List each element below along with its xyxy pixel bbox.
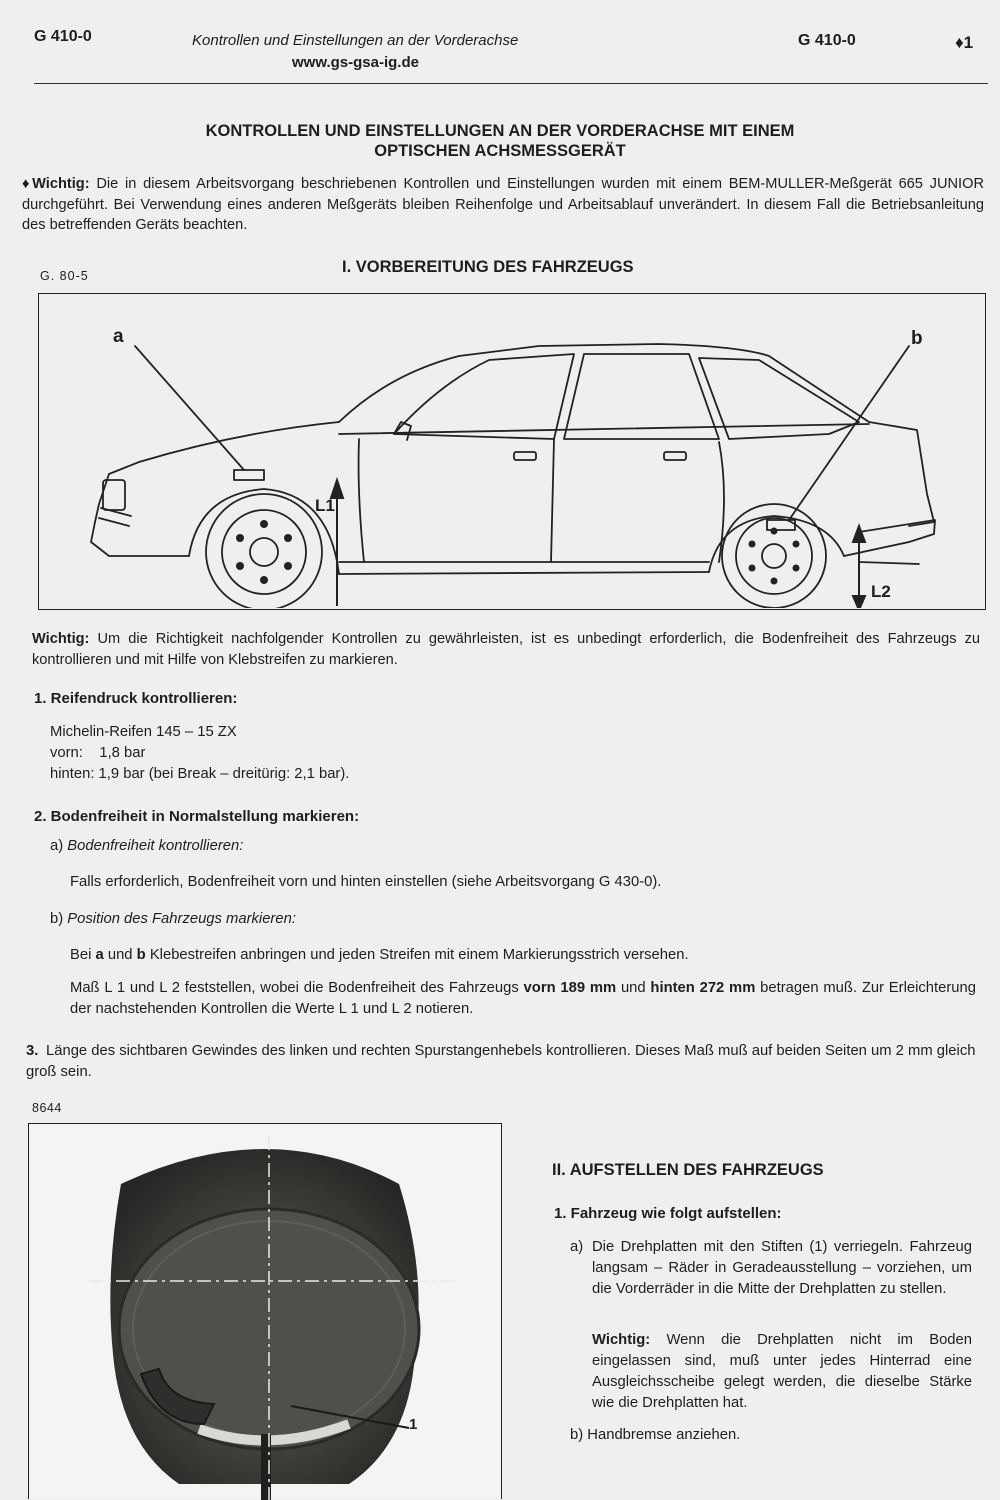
section2-b-text: Handbremse anziehen. <box>587 1427 741 1443</box>
clearance-front: vorn 189 mm <box>523 980 617 996</box>
item2b-text2-mid: und <box>616 980 651 996</box>
main-title-line1: KONTROLLEN UND EINSTELLUNGEN AN DER VORDERACHSE MIT EINEM <box>205 122 795 140</box>
item2b-text1-mid: und <box>103 947 137 963</box>
item2a-label: a) <box>50 838 64 854</box>
section2-a-text: Die Drehplatten mit den Stiften (1) verriegeln. Fahrzeug langsam – Räder in Geradeausstellung – vorziehen, um die Vorderräder in die Mitte der Drehplatten zu stellen. <box>592 1239 972 1297</box>
item2b-heading <box>50 911 296 927</box>
clearance-rear: hinten 272 mm <box>650 980 756 996</box>
header-page-mark: ♦1 <box>955 33 974 52</box>
item2-title: 2. Bodenfreiheit in Normalstellung markieren: <box>34 808 360 825</box>
item2a-heading <box>50 838 243 854</box>
intro-paragraph <box>22 174 984 236</box>
source-url[interactable]: www.gs-gsa-ig.de <box>292 54 419 71</box>
section1-note-text: Um die Richtigkeit nachfolgender Kontrollen zu gewährleisten, ist es unbedingt erforderlich, die Bodenfreiheit des Fahrzeugs zu kontrollieren und mit Hilfe von Klebstreifen zu markieren. <box>32 631 980 668</box>
item2b-text1 <box>70 945 980 966</box>
section2-item-b <box>570 1425 740 1446</box>
dimension-l2: L2 <box>871 582 891 601</box>
item3-number: 3. <box>26 1043 39 1059</box>
main-title-line2: OPTISCHEN ACHSMESSGERÄT <box>374 142 626 160</box>
car-side-view-illustration <box>39 294 984 608</box>
callout-a: a <box>113 326 124 347</box>
pressure-rear: hinten: 1,9 bar (bei Break – dreitürig: 2,1 bar). <box>50 766 350 782</box>
item3-text: Länge des sichtbaren Gewindes des linken und rechten Spurstangenhebels kontrollieren. Dieses Maß muß auf beiden Seiten um 2 mm gleich groß sein. <box>26 1043 976 1080</box>
item2b-text1-post: Klebestreifen anbringen und jeden Streifen mit einem Markierungsstrich versehen. <box>145 947 689 963</box>
item1-lines <box>50 722 349 785</box>
item2b-text2 <box>70 978 976 1020</box>
item1-title: 1. Reifendruck kontrollieren: <box>34 690 238 707</box>
intro-label: Wichtig: <box>32 176 90 192</box>
dimension-l1: L1 <box>315 496 335 515</box>
section1-title: I. VORBEREITUNG DES FAHRZEUGS <box>342 258 634 276</box>
section2-item1-title: 1. Fahrzeug wie folgt aufstellen: <box>554 1205 782 1222</box>
section2-title: II. AUFSTELLEN DES FAHRZEUGS <box>552 1161 824 1179</box>
item2b-text2-pre: Maß L 1 und L 2 feststellen, wobei die Bodenfreiheit des Fahrzeugs <box>70 980 524 996</box>
header-rule <box>34 83 988 84</box>
main-title <box>0 121 1000 161</box>
figure1-label: G. 80-5 <box>40 269 89 283</box>
intro-text: Die in diesem Arbeitsvorgang beschriebenen Kontrollen und Einstellungen wurden mit einem BEM-MULLER-Meßgerät 665 JUNIOR durchgeführt. Bei Verwendung eines anderen Meßgeräts bleiben Reihenfolge und Arbeitsablauf unverändert. In diesem Fall die Betriebsanleitung des betreffenden Geräts beachten. <box>22 176 984 233</box>
item2b-text1-b: b <box>136 947 146 963</box>
section1-note <box>32 629 980 670</box>
header-code-left: G 410-0 <box>34 28 92 45</box>
section2-b-label: b) <box>570 1427 584 1443</box>
section2-note-text: Wenn die Drehplatten nicht im Boden eingelassen sind, muß unter jedes Hinterrad eine Ausgleichsscheibe gelegt werden, die dieselbe Stärke wie die Drehplatten hat. <box>592 1332 972 1411</box>
section2-note-label: Wichtig: <box>592 1332 651 1348</box>
section2-a-label: a) <box>570 1239 584 1255</box>
section2-note <box>592 1330 972 1414</box>
pressure-front: vorn: 1,8 bar <box>50 745 146 761</box>
header-title: Kontrollen und Einstellungen an der Vorderachse <box>192 32 519 49</box>
header-code-right: G 410-0 <box>798 32 856 49</box>
turntable-figure <box>28 1123 502 1499</box>
section1-note-label: Wichtig: <box>32 631 90 647</box>
car-figure <box>38 293 986 610</box>
item2a-title: Bodenfreiheit kontrollieren: <box>67 838 244 854</box>
item2b-text2-post: betragen muß. Zur Erleichterung der nachstehenden Kontrollen die Werte L 1 und L 2 notieren. <box>70 980 976 1017</box>
item2b-title: Position des Fahrzeugs markieren: <box>67 911 296 927</box>
item2b-text1-pre: Bei <box>70 947 96 963</box>
figure2-label: 8644 <box>32 1101 62 1115</box>
turntable-callout-1: 1 <box>409 1416 418 1433</box>
section2-item-a <box>570 1237 972 1300</box>
callout-b: b <box>911 328 923 349</box>
diamond-icon: ♦ <box>22 176 33 192</box>
item2a-text: Falls erforderlich, Bodenfreiheit vorn und hinten einstellen (siehe Arbeitsvorgang G 430-0). <box>70 874 662 890</box>
item2b-label: b) <box>50 911 64 927</box>
item3 <box>26 1041 976 1083</box>
tire-spec: Michelin-Reifen 145 – 15 ZX <box>50 724 237 740</box>
item2b-text1-a: a <box>95 947 104 963</box>
turntable-photo-illustration <box>29 1124 501 1500</box>
